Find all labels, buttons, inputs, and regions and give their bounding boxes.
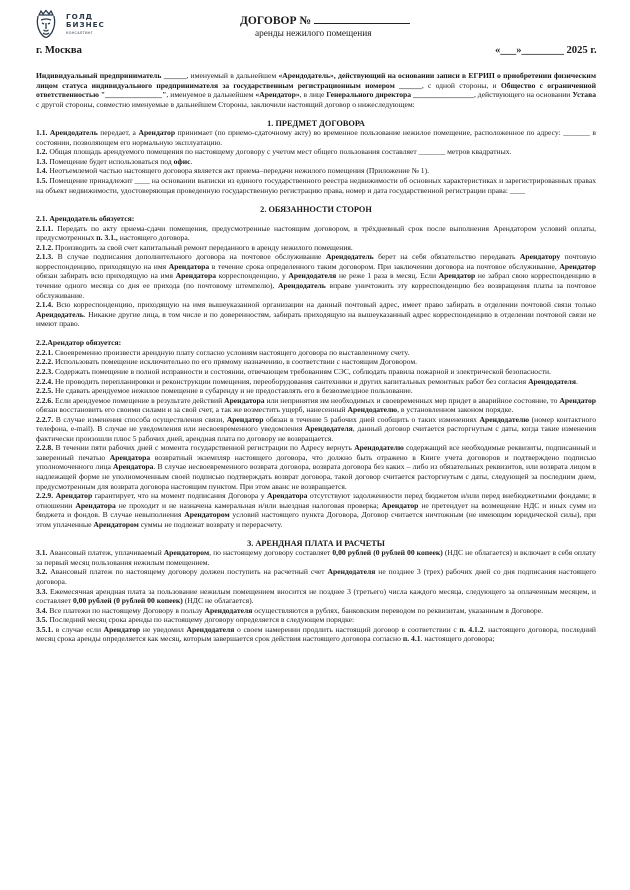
bold-text-run: «Арендодатель», действующий на основании записи в ЕГРИП о приобретении физическим лицом статуса индивидуального предпринимателя за государственным регистрационным номером ______	[36, 71, 596, 90]
text-run: Не проводить перепланировки и реконструкции помещения, переоборудования сантехники и других капитальных ремонтных работ без согласия	[53, 376, 529, 386]
clause-paragraph	[36, 338, 596, 348]
clause-paragraph	[36, 224, 596, 243]
bold-text-run: Арендодателю	[347, 405, 398, 415]
bold-text-run: Арендатора	[168, 261, 210, 271]
text-run: не проходит и не назначена камеральная и/или выездная налоговая проверка;	[115, 500, 382, 510]
text-run: , действующего на основании	[473, 90, 573, 100]
clause-paragraph	[36, 348, 596, 358]
text-run: корреспонденцию, у	[216, 271, 289, 281]
bold-text-run: 3.3.	[36, 586, 48, 596]
bold-text-run: 2.1.1.	[36, 223, 54, 233]
text-run: (номер контактного телефона, e-mail). В случае не уведомления или несвоевременного уведомления	[36, 414, 596, 434]
text-run: Помещение принадлежит ____ на основании выписки из единого государственного реестра недвижимости об основных характеристиках и зарегистрированных правах на объект недвижимости, удостоверяющая проведенную государственную регистрацию права, номер и дата государственной регистрации права: ____	[36, 176, 596, 195]
text-run: , именуемое в дальнейшем	[166, 90, 256, 100]
clause-paragraph	[36, 567, 596, 586]
bold-text-run: Арендатору	[519, 252, 561, 262]
text-run: настоящего договора.	[117, 233, 190, 243]
bold-text-run: 2.1.3.	[36, 252, 54, 262]
bold-text-run: 3.1.	[36, 548, 48, 558]
section-heading: 2. ОБЯЗАННОСТИ СТОРОН	[260, 204, 372, 214]
text-run: берет на себя обязательство передавать	[373, 252, 520, 262]
bold-text-run: Арендатор	[438, 271, 476, 281]
text-run: Если арендуемое помещение в результате действий	[53, 395, 225, 405]
clause-paragraph	[36, 176, 596, 195]
bold-text-run: 2.2.6.	[36, 395, 54, 405]
text-run: Помещение будет использоваться под	[47, 156, 174, 166]
spacer	[36, 529, 596, 539]
text-run: В случае изменения способа осуществления связи,	[53, 414, 227, 424]
text-run: суммы не подлежат возврату и перерасчету.	[138, 519, 283, 529]
bold-text-run: 3.5.	[36, 615, 48, 625]
clause-paragraph	[36, 491, 596, 529]
bold-text-run: «Арендатор»	[255, 90, 300, 100]
text-run: Последний месяц срока аренды по настоящему договору определяется в следующем порядке:	[47, 615, 355, 625]
bold-text-run: п. 3.1.,	[96, 233, 118, 243]
bold-text-run: 1.5.	[36, 176, 48, 186]
text-run: Авансовый платеж по настоящему договору должен поступить на расчетный счет	[47, 567, 328, 577]
text-run: в случае если	[53, 624, 104, 634]
clause-paragraph	[36, 300, 596, 329]
text-run: . настоящего договора;	[420, 634, 495, 644]
bold-text-run: Арендодатель	[36, 309, 84, 319]
bold-text-run: 0,00 рублей (0 рублей 00 копеек)	[72, 596, 183, 606]
clause-paragraph	[36, 443, 596, 491]
bold-text-run: 1.4.	[36, 166, 48, 176]
bold-text-run: Арендодателя	[204, 605, 253, 615]
bold-text-run: 2.2.4.	[36, 376, 54, 386]
logo-line-3: КОНСАЛТИНГ	[66, 30, 94, 35]
spacer	[36, 109, 596, 119]
text-run: (НДС не облагается) и включает в себя оплату за первый месяц пользования нежилым помещением.	[36, 548, 596, 567]
bold-text-run: 2.2.1.	[36, 347, 54, 357]
bold-text-run: Арендатор	[559, 261, 596, 271]
text-run: (НДС не облагается).	[182, 596, 254, 606]
bold-text-run: Арендатора	[267, 491, 308, 501]
bold-text-run: Арендодателя	[304, 424, 353, 434]
clause-paragraph	[36, 377, 596, 387]
text-run: принимает (по приемо-сдаточному акту) во временное пользование нежилое помещение, расположенное по адресу: _______ в состоянии, позволяющем его нормальную эксплуатацию.	[36, 128, 596, 147]
spacer	[36, 329, 596, 339]
text-run: Общая площадь арендуемого помещения по настоящему договору с учетом мест общего пользования составляет _______ метров квадратных.	[47, 147, 512, 157]
text-run: Не сдавать арендуемое нежилое помещение в субаренду и не предоставлять его в безвозмездное пользование.	[53, 386, 413, 396]
bold-text-run: Арендодатель	[278, 281, 326, 291]
text-run: обязан восстановить его своими силами и за свой счет, а так же возместить ущерб, нанесенный	[36, 405, 348, 415]
bold-text-run: Устава	[572, 90, 597, 100]
bold-text-run: 2.2.Арендатор обязуется:	[36, 338, 122, 348]
contract-number-blank	[314, 14, 410, 24]
text-run: обязан забирать всю приходящую на имя	[36, 271, 176, 281]
text-run: , именуемый в дальнейшем	[186, 71, 279, 80]
bold-text-run: 2.2.5.	[36, 386, 54, 396]
bold-text-run: Арендатор	[138, 128, 176, 138]
bold-text-run: п. 4.1.2	[459, 624, 484, 634]
clause-paragraph	[36, 615, 596, 625]
logo-line-1: ГОЛД	[66, 12, 94, 22]
bold-text-run: 2.2.8.	[36, 443, 54, 453]
text-run: не уведомил	[140, 624, 187, 634]
clause-paragraph	[36, 415, 596, 444]
text-run: гарантирует, что на момент подписания Договора у	[92, 491, 268, 501]
text-run: почтовую корреспонденцию, приходящую на имя	[36, 252, 596, 271]
text-run: Передать по акту приема-сдачи помещения, предусмотренные настоящим договором, в трёхдневный срок после выполнения Арендатором условий оплаты, предусмотренных	[36, 223, 596, 243]
text-run: отсутствуют задолженности перед бюджетом и/или перед внебюджетными фондами; в отношении	[36, 491, 596, 510]
clause-paragraph	[36, 252, 596, 300]
bold-text-run: Общество с ограниченной ответственностью "_______________"	[36, 80, 596, 100]
text-run: , с одной стороны, и	[421, 80, 501, 90]
text-run: в течение срока определенного таким договором. При заключении договора на почтовое обслуживание,	[209, 261, 560, 271]
text-run: условий настоящего пункта Договора, Договор считается ничтожным (не имеющим юридической силы), при этом уплаченные	[36, 510, 596, 529]
bold-text-run: Генерального директора ________________	[326, 90, 474, 100]
bold-text-run: Арендатор	[381, 500, 419, 510]
lion-crown-icon	[31, 9, 61, 39]
text-run: Все платежи по настоящему Договору в пользу	[47, 605, 205, 615]
bold-text-run: Арендатором	[93, 519, 139, 529]
text-run: вправе уничтожить эту корреспонденцию без возвращения платы за почтовое обслуживание.	[36, 281, 596, 300]
text-run: Неотъемлемой частью настоящего договора является акт приема–передачи нежилого помещения (Приложение № 1).	[47, 166, 430, 176]
clause-paragraph	[36, 128, 596, 147]
bold-text-run: Индивидуальный предприниматель ______	[36, 71, 187, 80]
text-run: .	[575, 376, 578, 386]
clause-paragraph	[36, 157, 596, 167]
clause-paragraph	[36, 587, 596, 606]
bold-text-run: 1.1. Арендодатель	[36, 128, 98, 138]
text-run: Ежемесячная арендная плата за пользование нежилым помещением вносится не позднее 3 (третьего) числа каждого месяца, следующего за оплаченным месяцем, и составляет	[36, 586, 596, 606]
clause-paragraph	[36, 396, 596, 415]
text-run: или непринятия им необходимых и своевременных мер придет в аварийное состояние, то	[264, 395, 560, 405]
clause-paragraph	[36, 214, 596, 224]
text-run: , в лице	[299, 90, 327, 100]
bold-text-run: Арендатор	[559, 395, 596, 405]
logo-line-2: БИЗНЕС	[66, 20, 105, 30]
text-run: Содержать помещение в полной исправности и состоянии, отвечающем требованиям СЭС, соблюдать правила пожарной и электрической безопасности.	[53, 366, 551, 376]
bold-text-run: 2.2.3.	[36, 366, 54, 376]
clause-paragraph	[36, 548, 596, 567]
bold-text-run: 3.4.	[36, 605, 48, 615]
bold-text-run: 3.5.1.	[36, 624, 54, 634]
bold-text-run: п. 4.1	[402, 634, 421, 644]
document-title-text: ДОГОВОР №	[240, 15, 311, 27]
text-run: В случае подписания дополнительного договора на почтовое обслуживание	[53, 252, 326, 262]
section-heading: 3. АРЕНДНАЯ ПЛАТА И РАСЧЕТЫ	[247, 538, 385, 548]
bold-text-run: 2.1. Арендодатель обязуется:	[36, 214, 135, 224]
text-run: Всю корреспонденцию, приходящую на имя вышеуказанной организации на данный почтовый адрес, имеет право забирать в отделении почтовой связи только	[53, 300, 596, 310]
text-run: , в установленном законом порядке.	[397, 405, 514, 415]
company-logo	[31, 9, 105, 39]
bold-text-run: Арендатор	[226, 414, 264, 424]
bold-text-run: Арендатора	[109, 452, 151, 462]
bold-text-run: 2.2.7.	[36, 414, 54, 424]
text-run: возвратный экземпляр настоящего договора, что должно быть отражено в Книге учета договоров и подтверждено подписью уполномоченного лица	[36, 452, 597, 472]
bold-text-run: Арендатор	[103, 624, 141, 634]
document-title	[240, 14, 410, 27]
bold-text-run: 2.2.9. Арендатор	[36, 491, 93, 501]
bold-text-run: Арендатора	[224, 395, 265, 405]
bold-text-run: Арендодателю	[479, 414, 530, 424]
bold-text-run: Арендатором	[163, 548, 210, 558]
date-label: «___»________ 2025 г.	[495, 45, 597, 56]
bold-text-run: Арендодателя	[186, 624, 235, 634]
text-run: Использовать помещение исключительно по его прямому назначению, в соответствии с настоящим Договором.	[53, 357, 418, 367]
text-run: Своевременно произвести арендную плату согласно условиям настоящего договора по выставленному счету.	[53, 347, 410, 357]
text-run: не претендует на возмещение НДС и иных сумм из бюджета и фондов. В случае невыполнения	[36, 500, 597, 520]
bold-text-run: Арендодателя	[327, 567, 376, 577]
text-run: . настоящего договора, последний месяц срока аренды определяется как месяц, которым завершается срок действия настоящего договора согласно	[36, 624, 596, 644]
text-run: передает, а	[97, 128, 139, 138]
bold-text-run: 2.1.2.	[36, 242, 54, 252]
text-run: осуществляются в рублях, банковским переводом по реквизитам, указанным в Договоре.	[252, 605, 543, 615]
text-run: В течении пяти рабочих дней с момента государственной регистрации по Адресу вернуть	[53, 443, 355, 453]
text-run: , по настоящему договору составляет	[209, 548, 333, 558]
text-run: о своем намерении продлить настоящий договор в соответствии с	[234, 624, 460, 634]
clause-paragraph	[36, 386, 596, 396]
clause-paragraph	[36, 606, 596, 616]
bold-text-run: Арендодатель	[325, 252, 374, 262]
bold-text-run: 1.3.	[36, 156, 48, 166]
bold-text-run: 0,00 рублей (0 рублей 00 копеек)	[332, 548, 443, 558]
logo-wordmark	[66, 13, 105, 35]
text-run: обязан в течение 5 рабочих дней сообщить о таких изменениях	[263, 414, 480, 424]
bold-text-run: 2.2.2.	[36, 357, 54, 367]
clause-paragraph	[36, 357, 596, 367]
clause-paragraph	[36, 147, 596, 157]
bold-text-run: 2.1.4.	[36, 300, 54, 310]
intro-paragraph	[36, 71, 596, 109]
text-run: , данный договор считается расторгнутым с даты, когда такие изменения фактически произошли плюс 5 рабочих дней, арендная плата по договору не возвращается.	[36, 424, 596, 443]
bold-text-run: Арендатора	[75, 500, 116, 510]
text-run: Производить за свой счет капитальный ремонт переданного в аренду нежилого помещения.	[53, 242, 353, 252]
clause-paragraph	[36, 243, 596, 253]
document-subtitle: аренды нежилого помещения	[255, 29, 372, 39]
bold-text-run: Арендодателя	[528, 376, 576, 386]
section-heading: 1. ПРЕДМЕТ ДОГОВОРА	[267, 118, 365, 128]
text-run: не реже 1 раза в месяц. Если	[336, 271, 439, 281]
text-run: . В случае несвоевременного возврата договора, возврата договора без каких – либо из обязательных реквизитов, или возврата лицом в надлежащей форме не уполномоченным своей подписью подтверждать возврат договора, такой договор считается расторгнутым с даты, следующей за последним днем, предусмотренным для возврата договора настоящим пунктом. При этом аванс не возвращается.	[36, 462, 596, 491]
clause-paragraph	[36, 625, 596, 644]
clause-paragraph	[36, 367, 596, 377]
text-run: не забрал свою корреспонденцию в течение одного месяца со дня ее прихода (по почтовому штемпелю),	[36, 271, 596, 291]
text-run: содержащий все необходимые реквизиты, подписанный и заверенный печатью	[36, 443, 596, 462]
text-run: с другой стороны, совместно именуемые в дальнейшем Стороны, заключили настоящий договор о нижеследующем:	[36, 99, 415, 109]
city-label: г. Москва	[36, 45, 82, 56]
clause-paragraph	[36, 166, 596, 176]
bold-text-run: 3.2.	[36, 567, 48, 577]
bold-text-run: Арендатора	[175, 271, 217, 281]
text-run: Авансовый платеж, уплачиваемый	[47, 548, 164, 558]
bold-text-run: Арендатора	[112, 462, 154, 472]
document-body	[36, 71, 596, 644]
bold-text-run: Арендатором	[184, 510, 230, 520]
bold-text-run: офис	[173, 156, 191, 166]
bold-text-run: Арендодателю	[354, 443, 404, 453]
text-run: не позднее 3 (трех) рабочих дней со дня подписания настоящего договора.	[36, 567, 596, 586]
text-run: . Никакие другие лица, в том числе и по доверенностям, забирать приходящую на вышеуказанный адрес корреспонденцию в отделении почтовой связи не имеют право.	[36, 309, 596, 329]
bold-text-run: Арендодателя	[288, 271, 337, 281]
bold-text-run: 1.2.	[36, 147, 48, 157]
sections	[36, 119, 596, 644]
spacer	[36, 195, 596, 205]
text-run: .	[190, 156, 193, 166]
